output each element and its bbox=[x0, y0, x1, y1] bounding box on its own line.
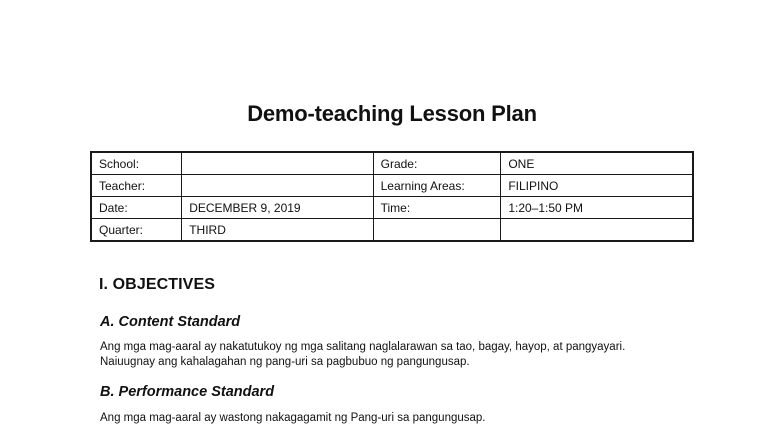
performance-standard-text: Ang mga mag-aaral ay wastong nakagagamit ng Pang-uri sa pangungusap. bbox=[100, 412, 486, 424]
school-label: School: bbox=[91, 152, 182, 175]
school-value bbox=[182, 152, 373, 175]
content-standard-text: Ang mga mag-aaral ay nakatutukoy ng mga salitang naglalarawan sa tao, bagay, hayop, at pangyayari. bbox=[100, 341, 626, 353]
empty-cell bbox=[373, 219, 501, 242]
content-standard-text: Naiuugnay ang kahalagahan ng pang-uri sa pagbubuo ng pangungusap. bbox=[100, 356, 470, 368]
date-value: DECEMBER 9, 2019 bbox=[182, 197, 373, 219]
time-label: Time: bbox=[373, 197, 501, 219]
table-row bbox=[91, 175, 693, 197]
lesson-info-table bbox=[90, 151, 694, 242]
grade-label: Grade: bbox=[373, 152, 501, 175]
quarter-label: Quarter: bbox=[91, 219, 182, 242]
objectives-heading: I. OBJECTIVES bbox=[99, 276, 215, 293]
quarter-value: THIRD bbox=[182, 219, 373, 242]
learning-areas-label: Learning Areas: bbox=[373, 175, 501, 197]
learning-areas-value: FILIPINO bbox=[501, 175, 693, 197]
date-label: Date: bbox=[91, 197, 182, 219]
content-standard-heading: A. Content Standard bbox=[100, 314, 241, 330]
grade-value: ONE bbox=[501, 152, 693, 175]
teacher-value bbox=[182, 175, 373, 197]
teacher-label: Teacher: bbox=[91, 175, 182, 197]
performance-standard-heading: B. Performance Standard bbox=[100, 384, 275, 400]
table-row bbox=[91, 219, 693, 242]
empty-cell bbox=[501, 219, 693, 242]
time-value: 1:20–1:50 PM bbox=[501, 197, 693, 219]
page-title: Demo-teaching Lesson Plan bbox=[247, 101, 537, 126]
table-row bbox=[91, 197, 693, 219]
table-row bbox=[91, 152, 693, 175]
